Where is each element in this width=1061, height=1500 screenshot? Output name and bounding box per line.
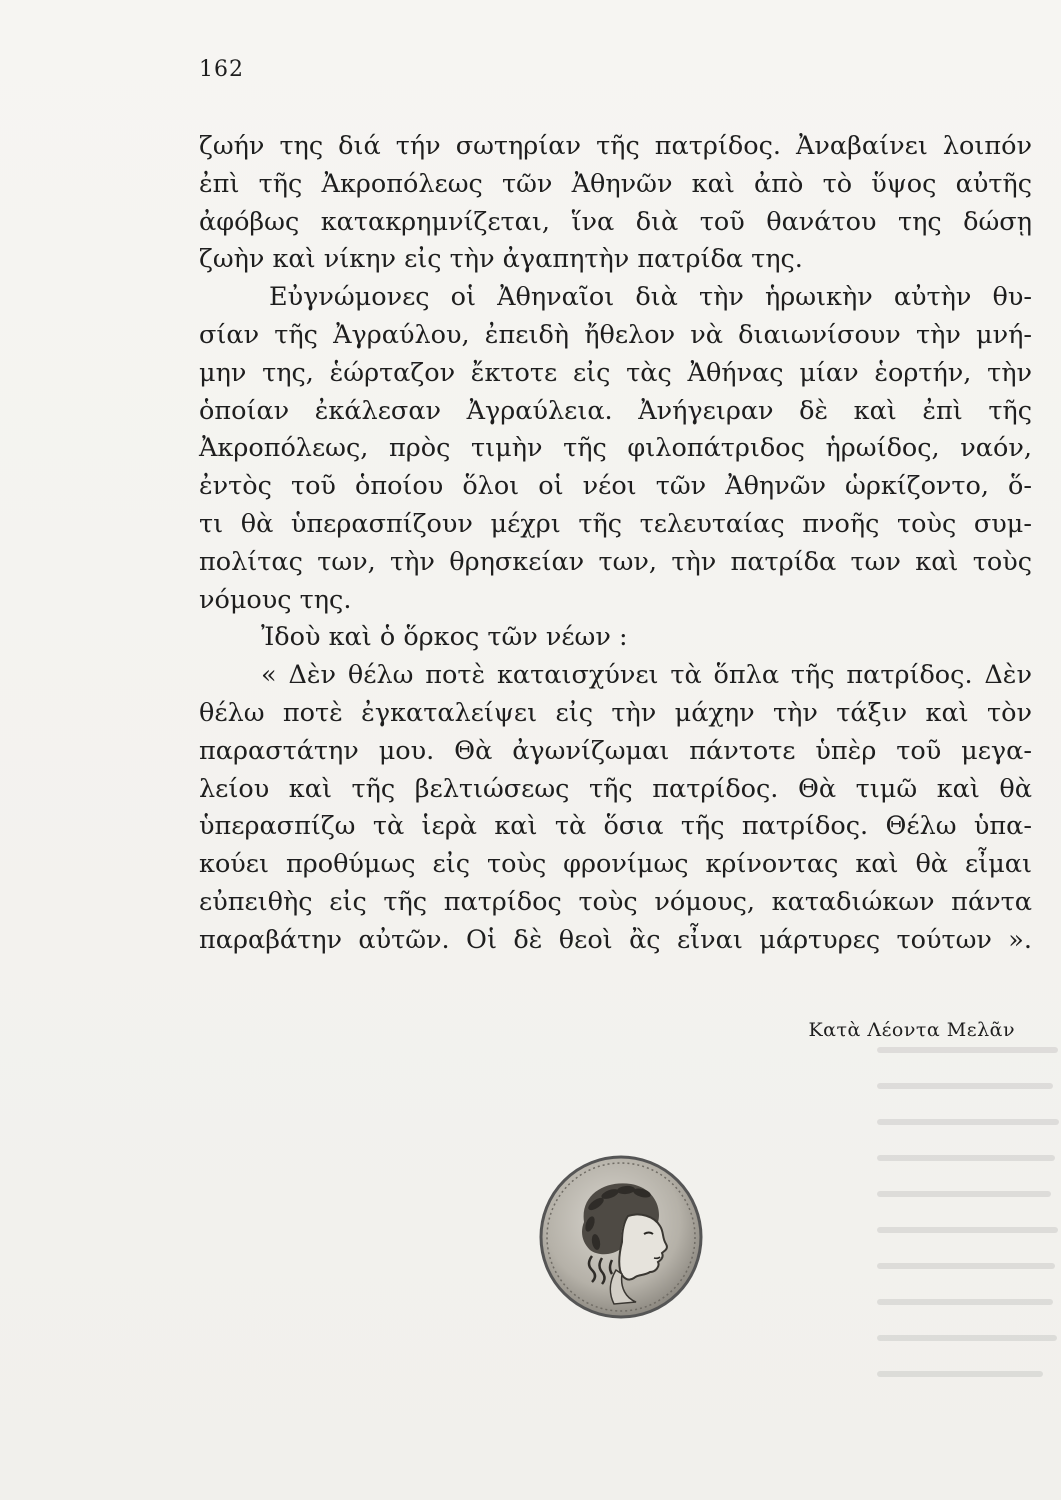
text-line: θέλω ποτὲ ἐγκαταλείψει εἰς τὴν μάχην τὴν τάξιν καὶ τὸν <box>199 697 1032 728</box>
text-line: πολίτας των, τὴν θρησκείαν των, τὴν πατρίδα των καὶ τοὺς <box>199 546 1032 577</box>
text-line: νόμους της. <box>199 584 352 615</box>
attribution: Κατὰ Λέοντα Μελᾶν <box>808 1019 1015 1041</box>
page-number: 162 <box>199 57 244 82</box>
text-line: ἐντὸς τοῦ ὁποίου ὅλοι οἱ νέοι τῶν Ἀθηνῶν ὡρκίζοντο, ὅ- <box>199 471 1032 502</box>
text-line: παραβάτην αὐτῶν. Οἱ δὲ θεοὶ ἂς εἶναι μάρτυρες τούτων ». <box>199 924 1032 955</box>
body-text <box>199 128 1032 960</box>
text-line: ζωὴν καὶ νίκην εἰς τὴν ἀγαπητὴν πατρίδα της. <box>199 244 803 275</box>
text-line: ἀφόβως κατακρημνίζεται, ἵνα διὰ τοῦ θανάτου της δώσῃ <box>199 206 1032 237</box>
text-line: ζωήν της διά τήν σωτηρίαν τῆς πατρίδος. Ἀναβαίνει λοιπόν <box>199 131 1032 161</box>
text-line: « Δὲν θέλω ποτὲ καταισχύνει τὰ ὅπλα τῆς πατρίδος. Δὲν <box>261 660 1032 691</box>
coin-head-icon <box>536 1152 706 1322</box>
text-line: Ἀκροπόλεως, πρὸς τιμὴν τῆς φιλοπάτριδος ἡρωίδος, ναόν, <box>199 433 1032 464</box>
text-line: μην της, ἑώρταζον ἔκτοτε εἰς τὰς Ἀθήνας μίαν ἑορτήν, τὴν <box>199 357 1032 388</box>
show-through-text <box>870 1040 1060 1420</box>
text-line: Εὐγνώμονες οἱ Ἀθηναῖοι διὰ τὴν ἡρωικὴν αὐτὴν θυ- <box>269 282 1032 313</box>
text-line: Ἰδοὺ καὶ ὁ ὅρκος τῶν νέων : <box>261 622 628 653</box>
text-line: παραστάτην μου. Θὰ ἀγωνίζωμαι πάντοτε ὑπὲρ τοῦ μεγα- <box>199 735 1032 766</box>
text-line: ἐπὶ τῆς Ἀκροπόλεως τῶν Ἀθηνῶν καὶ ἀπὸ τὸ ὕψος αὐτῆς <box>199 168 1032 199</box>
text-line: ὁποίαν ἐκάλεσαν Ἀγραύλεια. Ἀνήγειραν δὲ καὶ ἐπὶ τῆς <box>199 395 1032 426</box>
text-line: λείου καὶ τῆς βελτιώσεως τῆς πατρίδος. Θὰ τιμῶ καὶ θὰ <box>199 773 1032 804</box>
text-line: σίαν τῆς Ἀγραύλου, ἐπειδὴ ἤθελον νὰ διαιωνίσουν τὴν μνή- <box>199 319 1032 350</box>
text-line: τι θὰ ὑπερασπίζουν μέχρι τῆς τελευταίας πνοῆς τοὺς συμ- <box>199 508 1032 539</box>
text-line: εὐπειθὴς εἰς τῆς πατρίδος τοὺς νόμους, καταδιώκων πάντα <box>199 886 1032 917</box>
text-line: κούει προθύμως εἰς τοὺς φρονίμως κρίνοντας καὶ θὰ εἶμαι <box>199 849 1032 880</box>
text-line: ὑπερασπίζω τὰ ἱερὰ καὶ τὰ ὅσια τῆς πατρίδος. Θέλω ὑπα- <box>199 811 1032 842</box>
